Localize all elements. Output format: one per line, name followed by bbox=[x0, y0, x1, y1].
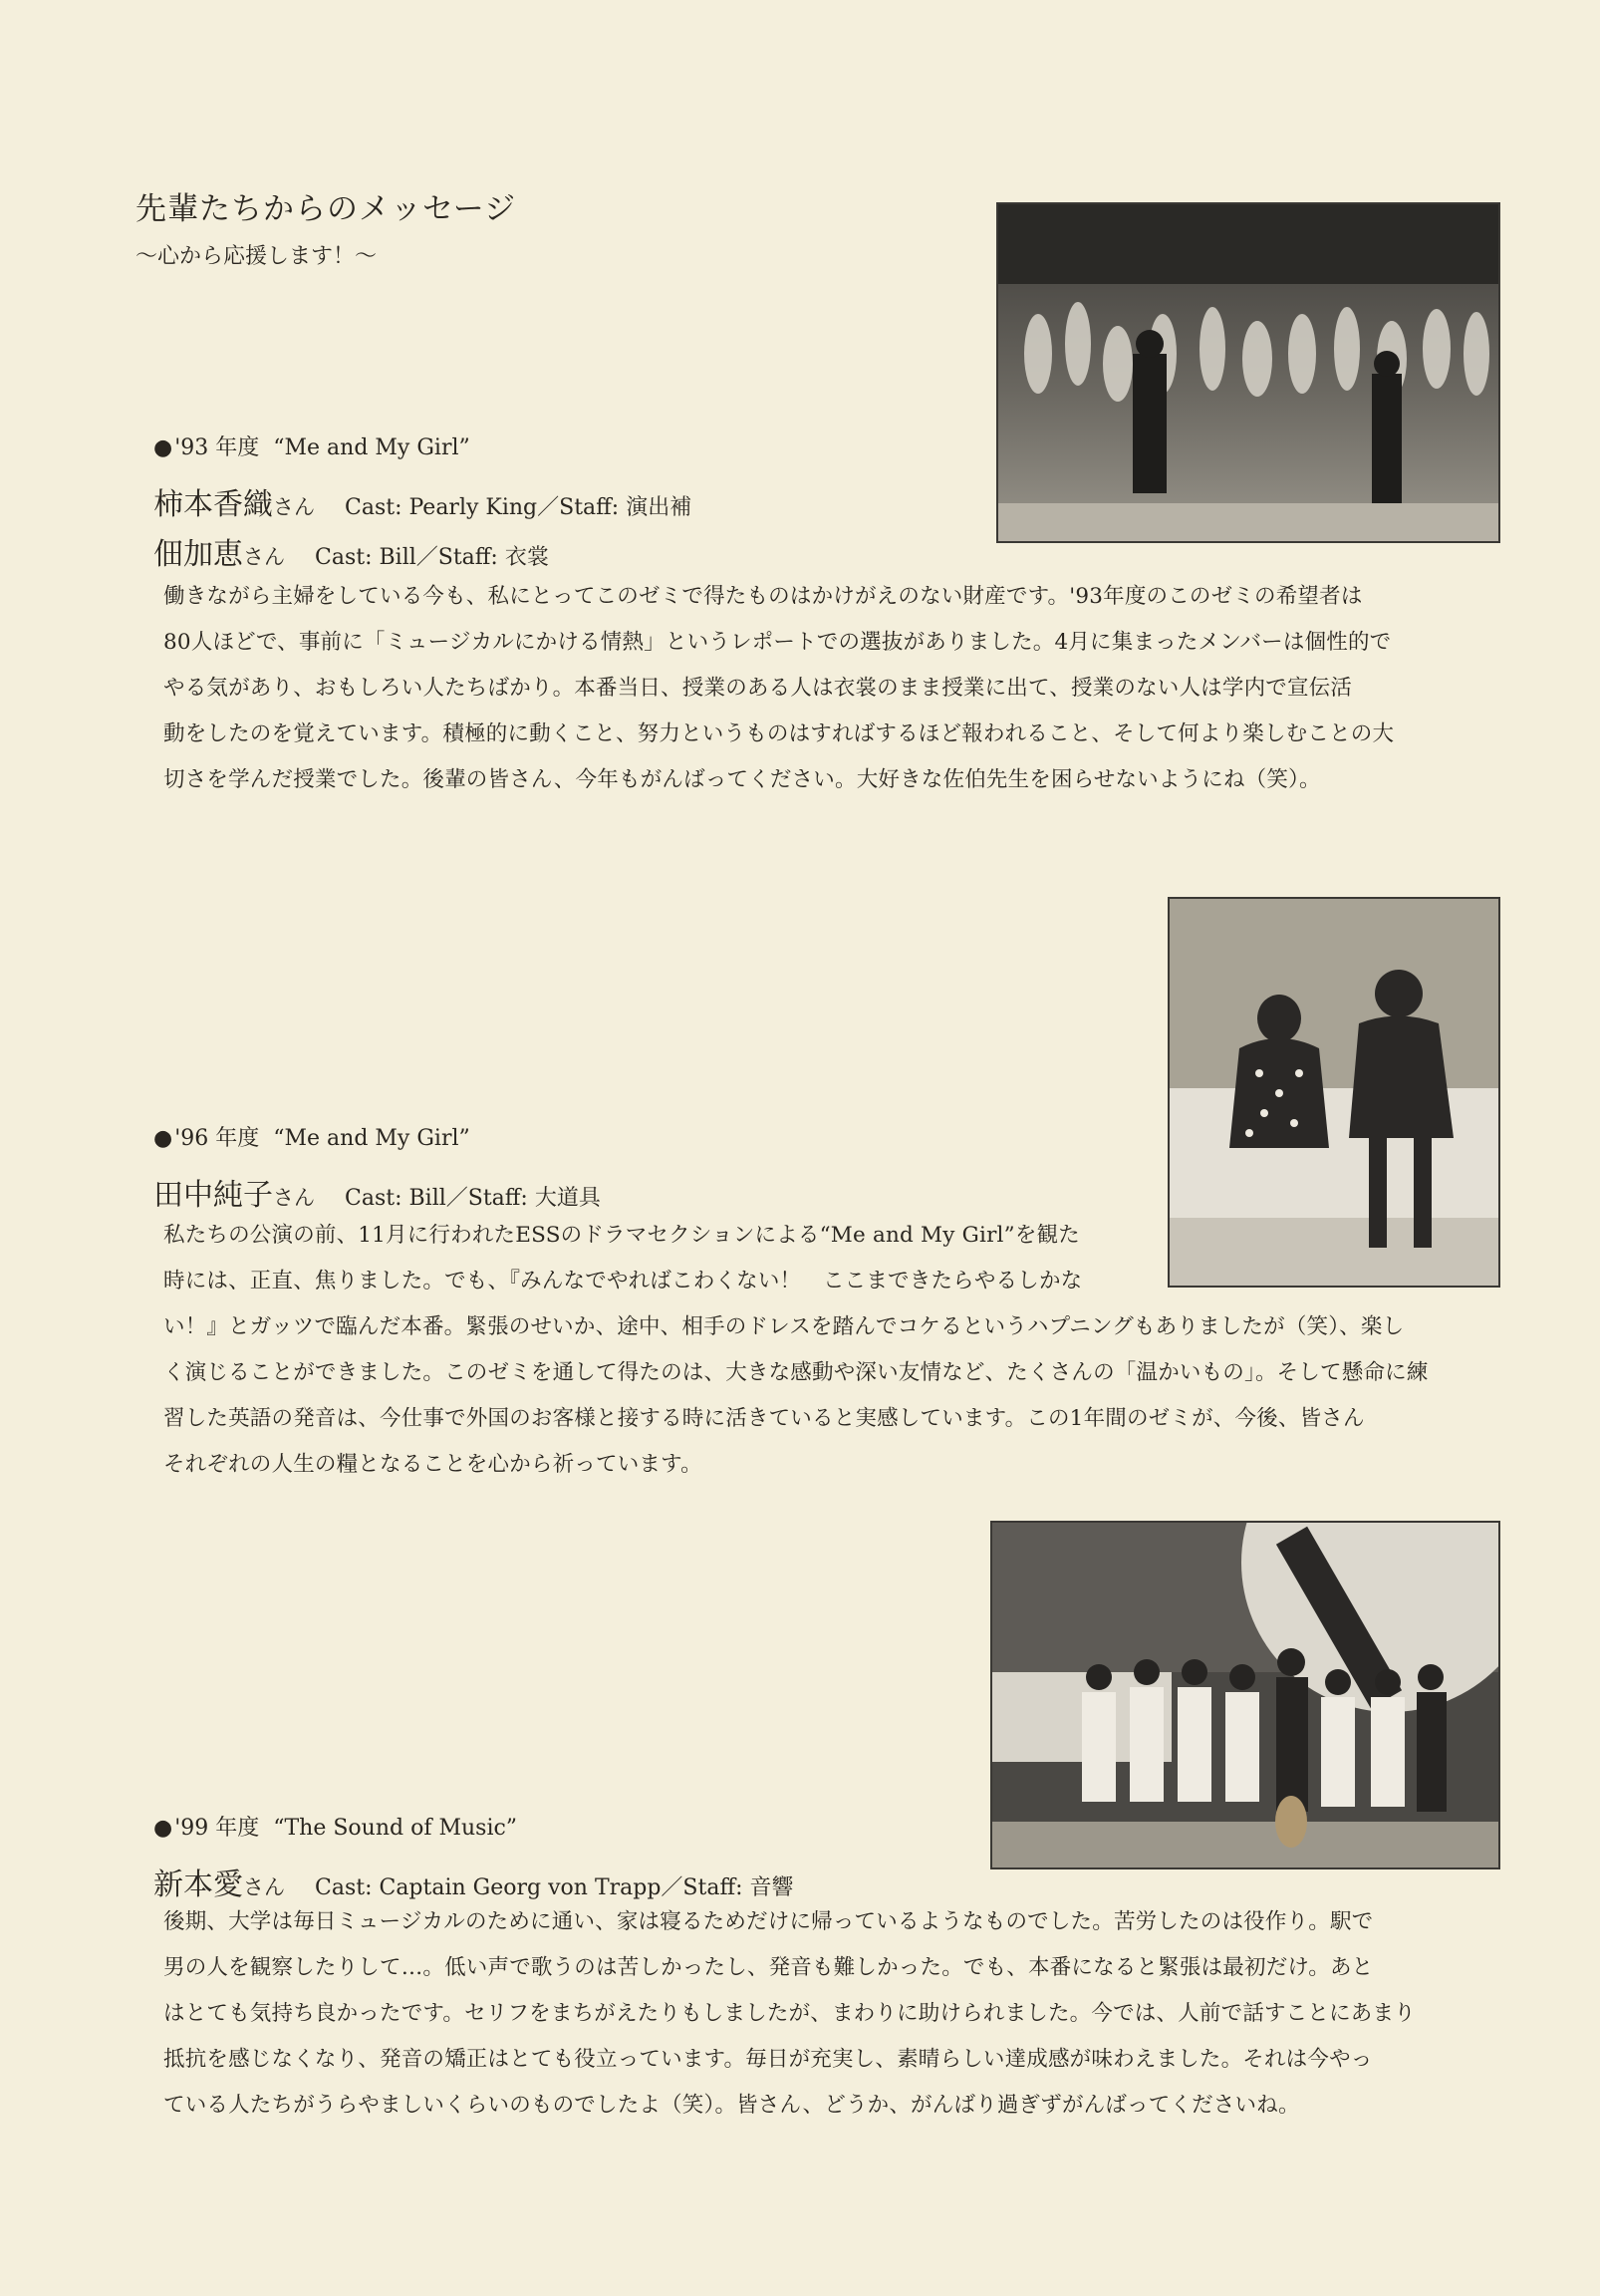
bullet-icon: ● bbox=[153, 1126, 173, 1151]
person-honorific: さん bbox=[273, 1186, 315, 1210]
stage-photo-1993-image bbox=[998, 204, 1498, 541]
message-line: はとても気持ち良かったです。セリフをまちがえたりもしましたが、まわりに助けられました。今では、人前で話すことにあまり bbox=[163, 2001, 1416, 2026]
person-name: 田中純子 bbox=[153, 1178, 273, 1213]
stage-photo-1999-image bbox=[992, 1523, 1498, 1867]
message-line: 切さを学んだ授業でした。後輩の皆さん、今年もがんばってください。大好きな佐伯先生を困らせないようにね（笑）。 bbox=[163, 767, 1321, 792]
message-line: 習した英語の発音は、今仕事で外国のお客様と接する時に活きていると実感しています。この1年間のゼミが、今後、皆さん bbox=[163, 1406, 1365, 1431]
message-line: い！』とガッツで臨んだ本番。緊張のせいか、途中、相手のドレスを踏んでコケるというハプニングもありましたが（笑）、楽し bbox=[163, 1314, 1405, 1339]
person-name: 新本愛 bbox=[153, 1867, 243, 1902]
person-role: Cast: Bill／Staff: 大道具 bbox=[345, 1186, 601, 1211]
person-honorific: さん bbox=[243, 545, 285, 569]
person-name: 佃加恵 bbox=[153, 537, 243, 572]
page-subtitle: ～心から応援します！～ bbox=[135, 244, 378, 269]
message-line: 80人ほどで、事前に「ミュージカルにかける情熱」というレポートでの選抜がありました。4月に集まったメンバーは個性的で bbox=[163, 630, 1392, 655]
entry-1999-person-1 bbox=[153, 1860, 793, 1903]
message-line: 男の人を観察したりして…。低い声で歌うのは苦しかったし、発音も難しかった。でも、本番になると緊張は最初だけ。あと bbox=[163, 1955, 1374, 1980]
person-role: Cast: Pearly King／Staff: 演出補 bbox=[345, 495, 692, 520]
person-name: 柿本香織 bbox=[153, 487, 273, 522]
entry-1996-message bbox=[163, 1213, 1429, 1488]
person-honorific: さん bbox=[243, 1875, 285, 1899]
stage-photo-1999 bbox=[990, 1521, 1500, 1869]
person-role: Cast: Bill／Staff: 衣裳 bbox=[315, 545, 549, 570]
entry-show-title: “Me and My Girl” bbox=[273, 1126, 470, 1151]
message-line: 動をしたのを覚えています。積極的に動くこと、努力というものはすればするほど報われること、そして何より楽しむことの大 bbox=[163, 721, 1395, 746]
bullet-icon: ● bbox=[153, 1816, 173, 1841]
entry-1996-person-1 bbox=[153, 1170, 601, 1214]
stage-photo-1993 bbox=[996, 202, 1500, 543]
entry-year: '96 年度 bbox=[174, 1126, 260, 1151]
message-line: く演じることができました。このゼミを通して得たのは、大きな感動や深い友情など、たくさんの「温かいもの」。そして懸命に練 bbox=[163, 1360, 1429, 1385]
entry-1996-yearline bbox=[153, 1121, 470, 1152]
entry-1993-person-2 bbox=[153, 529, 549, 573]
bullet-icon: ● bbox=[153, 435, 173, 460]
message-line: ている人たちがうらやましいくらいのものでしたよ（笑）。皆さん、どうか、がんばり過ぎずがんばってくださいね。 bbox=[163, 2093, 1300, 2118]
entry-1999-yearline bbox=[153, 1811, 517, 1842]
message-line: やる気があり、おもしろい人たちばかり。本番当日、授業のある人は衣裳のまま授業に出て、授業のない人は学内で宣伝活 bbox=[163, 676, 1353, 701]
entry-1993-message bbox=[163, 574, 1394, 803]
message-line: 抵抗を感じなくなり、発音の矯正はとても役立っています。毎日が充実し、素晴らしい達成感が味わえました。それは今やっ bbox=[163, 2047, 1373, 2072]
message-line: 時には、正直、焦りました。でも、『みんなでやればこわくない！ ここまできたらやるしかな bbox=[163, 1269, 1083, 1293]
entry-1999-message bbox=[163, 1899, 1416, 2129]
entry-1993-yearline bbox=[153, 430, 470, 461]
entry-year: '99 年度 bbox=[174, 1816, 260, 1841]
message-line: 私たちの公演の前、11月に行われたESSのドラマセクションによる“Me and My Girl”を観た bbox=[163, 1223, 1080, 1248]
entry-show-title: “Me and My Girl” bbox=[273, 435, 470, 460]
message-line: それぞれの人生の糧となることを心から祈っています。 bbox=[163, 1452, 702, 1477]
entry-show-title: “The Sound of Music” bbox=[273, 1816, 518, 1841]
person-honorific: さん bbox=[273, 495, 315, 519]
entry-year: '93 年度 bbox=[174, 435, 260, 460]
person-role: Cast: Captain Georg von Trapp／Staff: 音響 bbox=[315, 1875, 794, 1900]
page-title: 先輩たちからのメッセージ bbox=[135, 191, 517, 227]
message-line: 後期、大学は毎日ミュージカルのために通い、家は寝るためだけに帰っているようなものでした。苦労したのは役作り。駅で bbox=[163, 1909, 1374, 1934]
message-line: 働きながら主婦をしている今も、私にとってこのゼミで得たものはかけがえのない財産です。'93年度のこのゼミの希望者は bbox=[163, 584, 1363, 609]
entry-1993-person-1 bbox=[153, 479, 691, 523]
